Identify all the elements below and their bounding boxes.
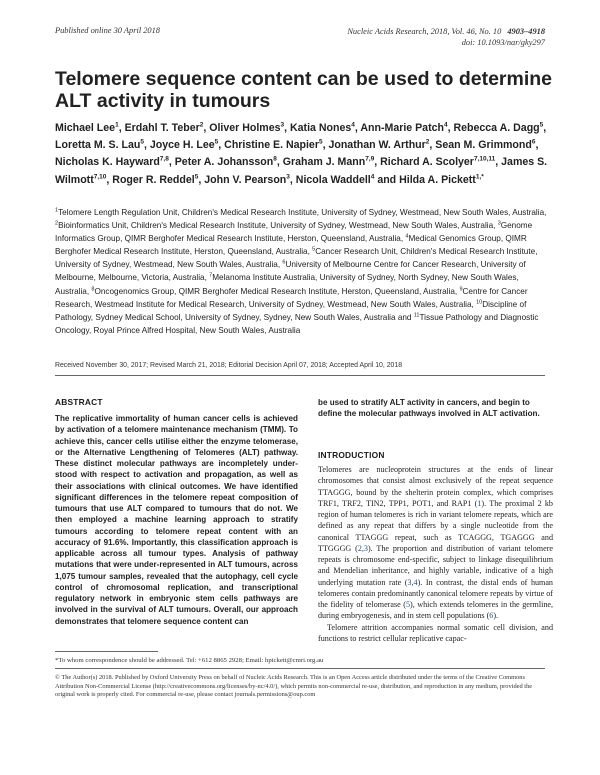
affiliation-number: 1 [55, 207, 59, 214]
affiliation-number: 7 [209, 272, 213, 279]
author-affiliation-marker: 7,10,11 [473, 155, 496, 163]
license-divider [55, 668, 545, 669]
author-name: John V. Pearson$^3$ [204, 173, 290, 186]
affiliation-text: Discipline of Pathology, Sydney Medical School, University of Sydney, Sydney, New South Wales, Australia and [55, 299, 527, 322]
author-name: Rebecca A. Dagg$^5$ [453, 121, 544, 134]
journal-header [347, 26, 545, 48]
author-affiliation-marker: 1,* [475, 173, 484, 181]
author-affiliation-marker: 7,10 [93, 173, 107, 181]
author-affiliation-marker: 4 [370, 173, 375, 181]
affiliation-text: Oncogenomics Group, QIMR Berghofer Medical Research Institute, Herston, Queensland, Australia, [94, 286, 460, 296]
author-affiliation-marker: 4 [443, 121, 448, 129]
author-affiliation-marker: 3 [280, 121, 285, 129]
author-name: James S. Wilmott$^{7,10}$ [55, 156, 548, 186]
affiliation-number: 4 [405, 233, 409, 240]
author-affiliation-marker: 5 [539, 121, 544, 129]
affiliation-number: 6 [282, 259, 286, 266]
author-name: Michael Lee$^1$ [55, 121, 119, 134]
published-date: Published online 30 April 2018 [55, 26, 160, 35]
author-name: Hilda A. Pickett$^{1,*}$ [399, 173, 484, 186]
affiliation-number: 8 [91, 285, 95, 292]
author-affiliation-marker: 2 [425, 138, 430, 146]
affiliation-text: Centre for Cancer Research, Westmead Institute for Medical Research, University of Sydney, Westmead, New South Wales, Australia, [55, 286, 528, 309]
author-affiliation-marker: 7,9 [365, 155, 375, 163]
author-name: Sean M. Grimmond$^6$ [435, 138, 536, 152]
journal-citation: Nucleic Acids Research, 2018, Vol. 46, No. 10 [347, 27, 502, 36]
affiliation-text: Bioinformatics Unit, Children's Medical Research Institute, University of Sydney, Westmead, New South Wales, Australia, [58, 221, 498, 231]
correspondence-footnote: *To whom correspondence should be addressed. Tel: +612 8865 2928; Email: hpickett@cmri.org.au [55, 657, 324, 664]
footnote-divider [55, 651, 158, 652]
affiliation-number: 3 [497, 220, 501, 227]
received-dates: Received November 30, 2017; Revised March 21, 2018; Editorial Decision April 07, 2018; Accepted April 10, 2018 [55, 362, 403, 369]
author-name: Nicola Waddell$^4$ [295, 173, 375, 186]
author-affiliation-marker: 5 [140, 138, 144, 146]
citation-link[interactable]: 3,4 [407, 577, 418, 587]
author-name: Peter A. Johansson$^8$ [174, 155, 277, 169]
abstract-continued: be used to stratify ALT activity in cancers, and begin to define the molecular pathways involved in ALT activation. [318, 398, 540, 419]
intro-paragraph-2: Telomere attrition accompanies normal somatic cell division, and functions to restrict cellular replicative capac- [318, 622, 553, 643]
license-text: © The Author(s) 2018. Published by Oxford University Press on behalf of Nucleic Acids Research. This is an Open Access article distributed under the terms of the Creative Commons Attribution Non-Commercial License (http://creativecommons.org/licenses/by-nc/4.0/), which permits non-commercial re-use, distribution, and reproduction in any medium, provided the original work is properly cited. For commercial re-use, please contact journals.permissions@oup.com [55, 674, 533, 699]
affiliation-text: University of Melbourne Centre for Cancer Research, University of Melbourne, Melbourne, Victoria, Australia, [55, 260, 526, 283]
intro-paragraph-1: Telomeres are nucleoprotein structures at the ends of linear chromosomes that consist almost exclusively of the repeat sequence TTAGGG, bound by the shelterin protein complex, which comprises TRF1, TRF2, TIN2, TPP1, POT1, and RAP1 (1). The proximal 2 kb region of human telomeres is rich in variant telomere repeats, which are defined as any repeat that differs by a single nucleotide from the canonical TTAGGG repeat, such as TCAGGG, TGAGGG and TTGGGG (2,3). The proportion and distribution of variant telomere repeats is chromosome end-specific, subject to linkage disequilibrium and Mendelian inheritance, and highly variable, indicative of a high underlying mutation rate (3,4). In contrast, the distal ends of human telomeres contain predominantly canonical telomere repeats by virtue of the fidelity of telomerase (5), which extends telomeres in the germline, during embryogenesis, and in stem cell populations (6). [318, 465, 553, 621]
affiliation-number: 9 [459, 285, 463, 292]
doi: doi: 10.1093/nar/gky297 [461, 38, 545, 47]
affiliation-number: 2 [55, 220, 59, 227]
author-affiliation-marker: 1 [115, 121, 119, 129]
author-affiliation-marker: 6 [531, 138, 536, 146]
affiliation-text: Genome Informatics Group, QIMR Berghofer Medical Research Institute, Herston, Queensland, Australia, [55, 221, 533, 244]
citation-link[interactable]: 1 [477, 498, 482, 508]
author-name: Ann-Marie Patch$^4$ [360, 121, 448, 134]
citation-link[interactable]: 5 [405, 600, 411, 609]
author-name: Jonathan W. Arthur$^2$ [328, 138, 430, 152]
abstract-body: The replicative immortality of human cancer cells is achieved by activation of a telomere maintenance mechanism (TMM). To achieve this, cancer cells utilise either the enzyme telomerase, or the Alternative Lengthening of Telomeres (ALT) pathway. These distinct molecular pathways are incompletely understood with respect to activation and propagation, as well as their associations with clinical outcomes. We have identified significant differences in the telomere repeat composition of tumours that use ALT compared to tumours that do not. We then employed a machine learning approach to stratify tumours according to telomere repeat content with an accuracy of 91.6%. Importantly, this classification approach is applicable across all tumour types. Analysis of pathway mutations that were under-represented in ALT tumours, across 1,075 tumour samples, revealed that the autophagy, cell cycle control of chromosomal replication, and transcriptional regulatory network in embryonic stem cells pathways are involved in the survival of ALT tumours. Overall, our approach demonstrates that telomere sequence content can [55, 414, 298, 626]
citation-link[interactable]: 2,3 [357, 543, 368, 553]
author-affiliation-marker: 4 [351, 121, 355, 129]
affiliation-text: Medical Genomics Group, QIMR Berghofer Medical Research Institute, Herston, Queensland, Australia, [55, 234, 527, 257]
author-affiliation-marker: 5 [318, 138, 323, 146]
author-affiliation-marker: 7,8 [159, 155, 169, 163]
affiliation-number: 10 [476, 298, 483, 305]
author-affiliation-marker: 5 [194, 173, 199, 181]
affiliation-text: Telomere Length Regulation Unit, Children's Medical Research Institute, University of Sydney, Westmead, New South Wales, Australia, [58, 208, 547, 217]
affiliation-number: 11 [413, 312, 420, 319]
introduction-heading: INTRODUCTION [318, 450, 385, 460]
affiliation-text: Cancer Research Unit, Children's Medical Research Institute, University of Sydney, Westmead, New South Wales, Australia, [55, 247, 538, 270]
author-name: Nicholas K. Hayward$^{7,8}$ [55, 155, 169, 169]
author-name: Christine E. Napier$^5$ [224, 138, 323, 152]
abstract-heading: ABSTRACT [55, 397, 103, 407]
author-affiliation-marker: 8 [273, 155, 277, 163]
article-title: Telomere sequence content can be used to determine ALT activity in tumours [55, 68, 553, 112]
introduction-body [318, 464, 553, 644]
affiliation-number: 5 [312, 246, 316, 253]
author-name: Joyce H. Lee$^5$ [149, 138, 219, 152]
author-name: Richard A. Scolyer$^{7,10,11}$ [380, 155, 496, 169]
header-divider [55, 375, 545, 376]
author-name: Roger R. Reddel$^5$ [112, 173, 199, 186]
affiliation-text: Melanoma Institute Australia, University of Sydney, North Sydney, New South Wales, Australia, [55, 273, 519, 296]
author-name: Katia Nones$^4$ [290, 121, 355, 134]
author-list: Michael Lee$^1$, Erdahl T. Teber$^2$, Oliver Holmes$^3$, Katia Nones$^4$, Ann-Marie Patch$^4$, Rebecca A. Dagg$^5$, Loretta M. S. Lau$^5$, Joyce H. Lee$^5$, Christine E. Napier$^5$, Jonathan W. Arthur$^2$, Sean M. Grimmond$^6$, Nicholas K. Hayward$^{7,8}$, Peter A. Johansson$^8$, Graham J. Mann$^{7,9}$, Richard A. Scolyer$^{7,10,11}$, James S. Wilmott$^{7,10}$, Roger R. Reddel$^5$, John V. Pearson$^3$, Nicola Waddell$^4$ and Hilda A. Pickett$^{1,*}$ [55, 121, 548, 186]
affiliation-text: Tissue Pathology and Diagnostic Oncology, Royal Prince Alfred Hospital, New South Wales, Australia [55, 312, 539, 335]
author-affiliation-marker: 2 [199, 121, 204, 129]
author-name: Loretta M. S. Lau$^5$ [55, 138, 144, 152]
page-range: 4903–4918 [507, 27, 545, 36]
author-affiliation-marker: 3 [286, 173, 290, 181]
author-name: Graham J. Mann$^{7,9}$ [282, 155, 375, 169]
author-name: Erdahl T. Teber$^2$ [124, 121, 204, 134]
citation-link[interactable]: 6 [489, 611, 494, 621]
affiliations [55, 206, 552, 337]
author-name: Oliver Holmes$^3$ [209, 121, 285, 134]
author-affiliation-marker: 5 [214, 138, 219, 146]
